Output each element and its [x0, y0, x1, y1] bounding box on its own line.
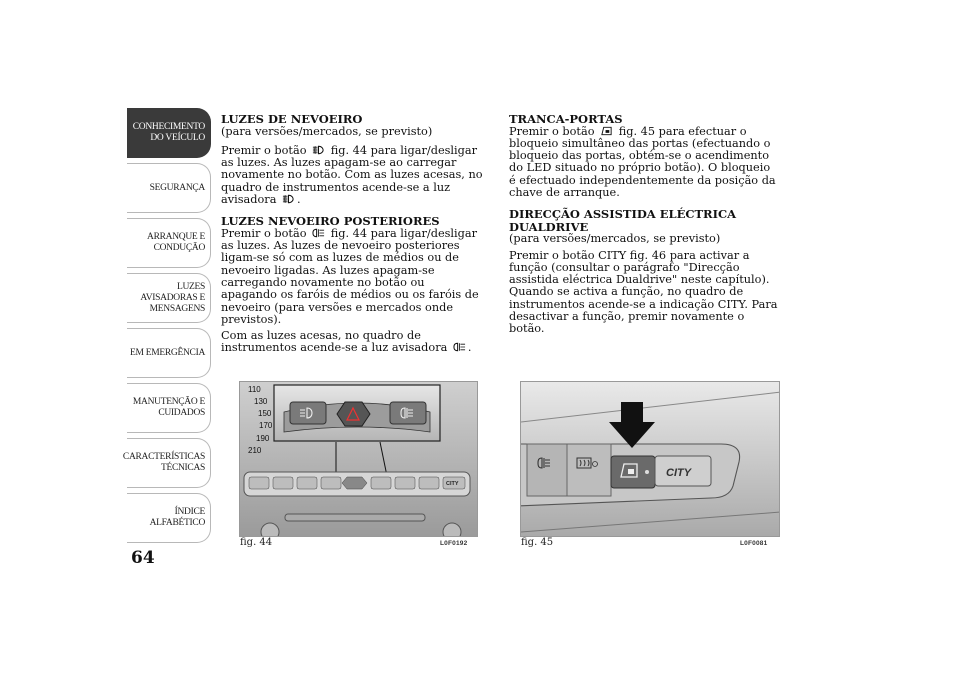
- strip-hazard-button: [342, 477, 367, 489]
- strip-button-1: [249, 477, 269, 489]
- speed-label-210: 210: [248, 446, 262, 455]
- fig-45-caption: fig. 45: [521, 537, 554, 548]
- strip-city-label: CITY: [446, 481, 459, 487]
- door-lock-icon: [600, 126, 613, 136]
- page-number: 64: [131, 548, 155, 568]
- section-subtitle: (para versões/mercados, se previsto): [221, 124, 433, 138]
- fig-44-caption: fig. 44: [240, 537, 273, 548]
- dashboard-console-illustration: [240, 382, 478, 537]
- left-knob: [261, 523, 279, 537]
- speed-label-170: 170: [259, 421, 273, 430]
- strip-fog-button: [527, 444, 567, 496]
- section-subtitle-direccao: (para versões/mercados, se previsto): [509, 232, 721, 246]
- strip-defrost-button: [567, 444, 611, 496]
- speed-label-130: 130: [254, 397, 268, 406]
- fig-44-code: L0F0192: [440, 540, 468, 547]
- paragraph-direccao-assistida: Premir o botão CITY fig. 46 para activar a função (consultar o parágrafo "Direcção assistida eléctrica Dualdrive" neste capítulo). Quando se activa a função, no quadro de instrumentos acende-se a indicação CITY. Para desactivar a função, premir novamente o botão.: [509, 248, 778, 336]
- tab-indice-alfabetico[interactable]: ÍNDICE ALFABÉTICO: [127, 493, 211, 543]
- rear-fog-light-icon: [312, 228, 325, 238]
- section-title-luzes-nevoeiro-posteriores: LUZES NEVOEIRO POSTERIORES: [221, 214, 440, 229]
- tab-caracteristicas-tecnicas[interactable]: CARACTERÍSTICAS TÉCNICAS: [127, 438, 211, 488]
- figure-44-dashboard-buttons: [239, 381, 478, 537]
- tab-em-emergencia[interactable]: EM EMERGÊNCIA: [127, 328, 211, 378]
- strip-button-3: [297, 477, 317, 489]
- tab-arranque-e-conducao[interactable]: ARRANQUE E CONDUÇÃO: [127, 218, 211, 268]
- tab-luzes-avisadoras-e-mensagens[interactable]: LUZES AVISADORAS E MENSAGENS: [127, 273, 211, 323]
- cd-slot: [285, 514, 425, 521]
- rear-fog-warning-icon: [453, 342, 466, 352]
- speed-label-110: 110: [248, 385, 261, 394]
- strip-button-8: [419, 477, 439, 489]
- section-title-luzes-nevoeiro: LUZES DE NEVOEIRO: [221, 112, 363, 126]
- section-title-direccao-assistida: DIRECÇÃO ASSISTIDA ELÉCTRICA DUALDRIVE: [509, 207, 737, 234]
- speed-label-150: 150: [258, 409, 272, 418]
- strip-button-7: [395, 477, 415, 489]
- door-lock-console-illustration: [521, 382, 780, 537]
- tab-manutencao-e-cuidados[interactable]: MANUTENÇÃO E CUIDADOS: [127, 383, 211, 433]
- tab-conhecimento-do-veiculo[interactable]: CONHECIMENTO DO VEÍCULO: [127, 108, 211, 158]
- strip-fog-button: [321, 477, 341, 489]
- paragraph-luzes-nevoeiro: Premir o botão fig. 44 para ligar/desligar as luzes. As luzes apagam-se ao carregar novamente no botão. Com as luzes acesas, no quadro de instrumentos acende-se a luz avisadora .: [221, 143, 483, 206]
- strip-button-2: [273, 477, 293, 489]
- right-knob: [443, 523, 461, 537]
- right-column: [509, 113, 779, 340]
- fig-45-code: L0F0081: [740, 540, 768, 547]
- front-fog-warning-icon: [282, 194, 295, 204]
- strip-city-label: CITY: [666, 467, 692, 479]
- speed-label-190: 190: [256, 434, 270, 443]
- figure-45-door-lock-button: [520, 381, 780, 537]
- paragraph-luzes-nevoeiro-posteriores: Premir o botão fig. 44 para ligar/desligar as luzes. As luzes de nevoeiro posteriores ligam-se só com as luzes de médios ou de nevoeiro ligadas. As luzes apagam-se carregando novamente no botão ou apagando os faróis de médios ou os faróis de nevoeiro (para versões e mercados onde previstos).: [221, 226, 479, 326]
- paragraph-luz-avisadora: Com as luzes acesas, no quadro de instrumentos acende-se a luz avisadora .: [221, 329, 472, 355]
- tab-seguranca[interactable]: SEGURANÇA: [127, 163, 211, 213]
- strip-rear-fog-button: [371, 477, 391, 489]
- fog-button-zoomed: [290, 402, 326, 424]
- front-fog-light-icon: [312, 145, 325, 155]
- section-title-tranca-portas: TRANCA-PORTAS: [509, 112, 623, 126]
- paragraph-tranca-portas: Premir o botão fig. 45 para efectuar o bloqueio simultâneo das portas (efectuando o bloqueio das portas, obtém-se o acendimento do LED situado no próprio botão). O bloqueio é efectuado independentemente da posição da chave de arranque.: [509, 124, 776, 199]
- left-column: [221, 113, 483, 359]
